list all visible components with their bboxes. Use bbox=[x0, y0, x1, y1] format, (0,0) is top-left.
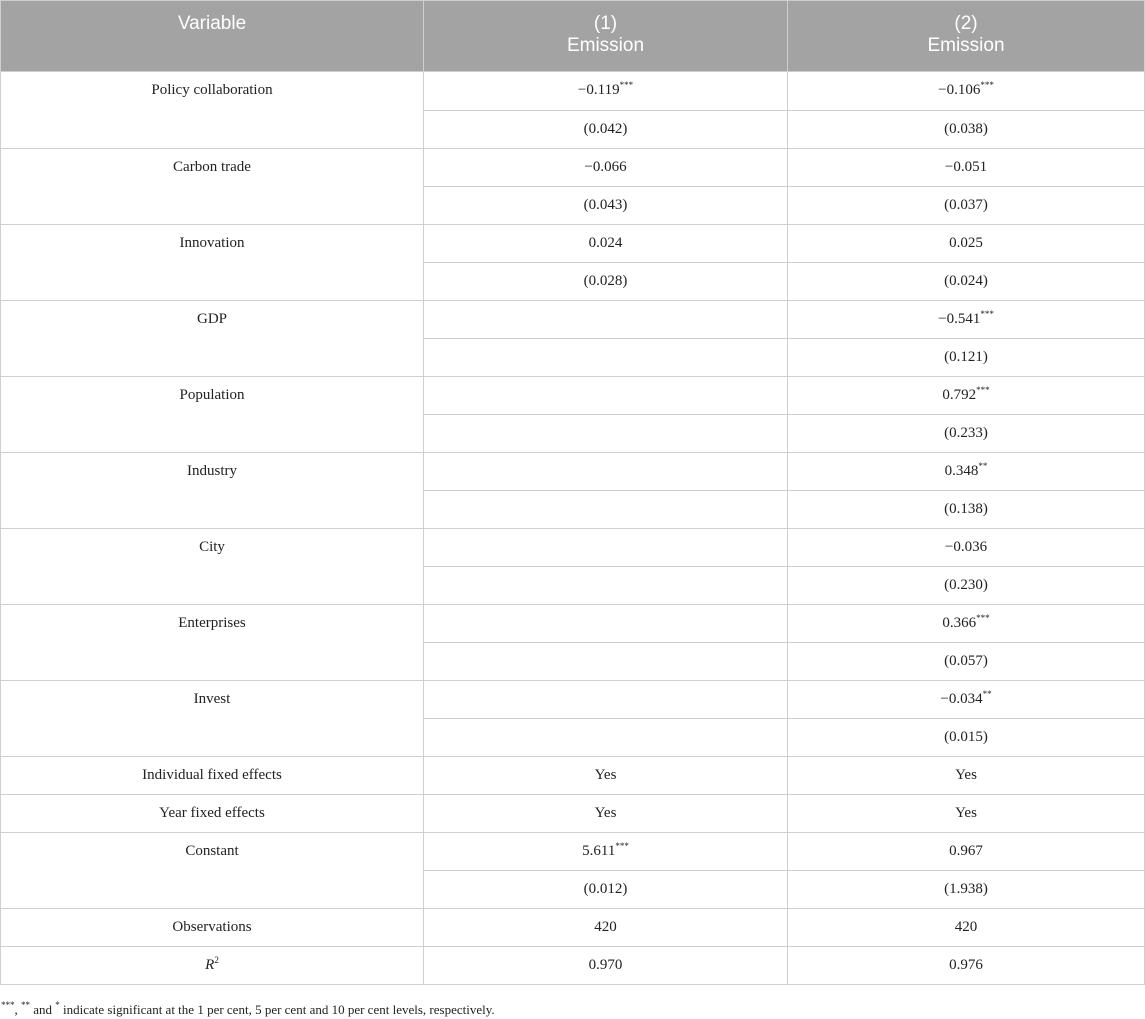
se-cell: (0.012) bbox=[424, 871, 788, 909]
coef-cell: 0.348** bbox=[788, 453, 1145, 491]
coef-cell: −0.119*** bbox=[424, 72, 788, 111]
value-cell: 0.970 bbox=[424, 947, 788, 985]
table-row bbox=[1, 529, 1145, 567]
table-row bbox=[1, 833, 1145, 871]
se-cell: (0.028) bbox=[424, 263, 788, 301]
coef-cell bbox=[424, 681, 788, 719]
table-row bbox=[1, 795, 1145, 833]
row-label: Carbon trade bbox=[1, 149, 424, 225]
coef-cell bbox=[424, 377, 788, 415]
row-label: City bbox=[1, 529, 424, 605]
value-cell: Yes bbox=[788, 795, 1145, 833]
se-cell bbox=[424, 643, 788, 681]
coef-cell: 0.792*** bbox=[788, 377, 1145, 415]
table-row bbox=[1, 681, 1145, 719]
row-label: Year fixed effects bbox=[1, 795, 424, 833]
coef-cell: 0.024 bbox=[424, 225, 788, 263]
se-cell bbox=[424, 719, 788, 757]
header-variable: Variable bbox=[1, 1, 424, 72]
table-row bbox=[1, 757, 1145, 795]
table-header-row bbox=[1, 1, 1145, 72]
se-cell bbox=[424, 567, 788, 605]
se-cell bbox=[424, 415, 788, 453]
row-label: Population bbox=[1, 377, 424, 453]
row-label: Individual fixed effects bbox=[1, 757, 424, 795]
header-col2 bbox=[788, 1, 1145, 72]
se-cell: (0.037) bbox=[788, 187, 1145, 225]
coef-cell: −0.036 bbox=[788, 529, 1145, 567]
table-row bbox=[1, 909, 1145, 947]
se-cell: (0.042) bbox=[424, 111, 788, 149]
se-cell: (0.015) bbox=[788, 719, 1145, 757]
value-cell: Yes bbox=[424, 757, 788, 795]
value-cell: Yes bbox=[424, 795, 788, 833]
se-cell: (0.233) bbox=[788, 415, 1145, 453]
coef-cell: 0.967 bbox=[788, 833, 1145, 871]
se-cell: (0.121) bbox=[788, 339, 1145, 377]
table-row bbox=[1, 225, 1145, 263]
coef-cell: −0.034** bbox=[788, 681, 1145, 719]
coef-cell bbox=[424, 453, 788, 491]
row-label: Invest bbox=[1, 681, 424, 757]
se-cell bbox=[424, 491, 788, 529]
coef-cell: 0.025 bbox=[788, 225, 1145, 263]
coef-cell: 0.366*** bbox=[788, 605, 1145, 643]
header-col2-number: (2) bbox=[954, 13, 978, 34]
value-cell: Yes bbox=[788, 757, 1145, 795]
header-col1-number: (1) bbox=[593, 13, 618, 34]
table-row bbox=[1, 947, 1145, 985]
row-label: Constant bbox=[1, 833, 424, 909]
value-cell: 420 bbox=[424, 909, 788, 947]
se-cell: (0.057) bbox=[788, 643, 1145, 681]
coef-cell: −0.051 bbox=[788, 149, 1145, 187]
row-label: GDP bbox=[1, 301, 424, 377]
row-label: Policy collaboration bbox=[1, 72, 424, 149]
se-cell: (0.230) bbox=[788, 567, 1145, 605]
row-label: Enterprises bbox=[1, 605, 424, 681]
table-footnote: ***, ** and * indicate significant at the 1 per cent, 5 per cent and 10 per cent levels, respectively. bbox=[1, 1000, 495, 1017]
value-cell: 0.976 bbox=[788, 947, 1145, 985]
se-cell: (0.138) bbox=[788, 491, 1145, 529]
table-row bbox=[1, 149, 1145, 187]
coef-cell bbox=[424, 529, 788, 567]
coef-cell bbox=[424, 301, 788, 339]
header-col1-name: Emission bbox=[566, 35, 645, 56]
se-cell bbox=[424, 339, 788, 377]
header-col2-name: Emission bbox=[927, 35, 1005, 56]
coef-cell bbox=[424, 605, 788, 643]
se-cell: (0.024) bbox=[788, 263, 1145, 301]
table-row bbox=[1, 605, 1145, 643]
value-cell: 420 bbox=[788, 909, 1145, 947]
table-row bbox=[1, 301, 1145, 339]
header-col1 bbox=[424, 1, 788, 72]
row-label: Observations bbox=[1, 909, 424, 947]
coef-cell: −0.066 bbox=[424, 149, 788, 187]
coef-cell: −0.541*** bbox=[788, 301, 1145, 339]
table-row bbox=[1, 377, 1145, 415]
row-label: Innovation bbox=[1, 225, 424, 301]
row-label: Industry bbox=[1, 453, 424, 529]
coef-cell: 5.611*** bbox=[424, 833, 788, 871]
se-cell: (0.038) bbox=[788, 111, 1145, 149]
coef-cell: −0.106*** bbox=[788, 72, 1145, 111]
table-row bbox=[1, 453, 1145, 491]
se-cell: (1.938) bbox=[788, 871, 1145, 909]
row-label: $R^2$ bbox=[1, 947, 424, 985]
table-row bbox=[1, 72, 1145, 111]
se-cell: (0.043) bbox=[424, 187, 788, 225]
